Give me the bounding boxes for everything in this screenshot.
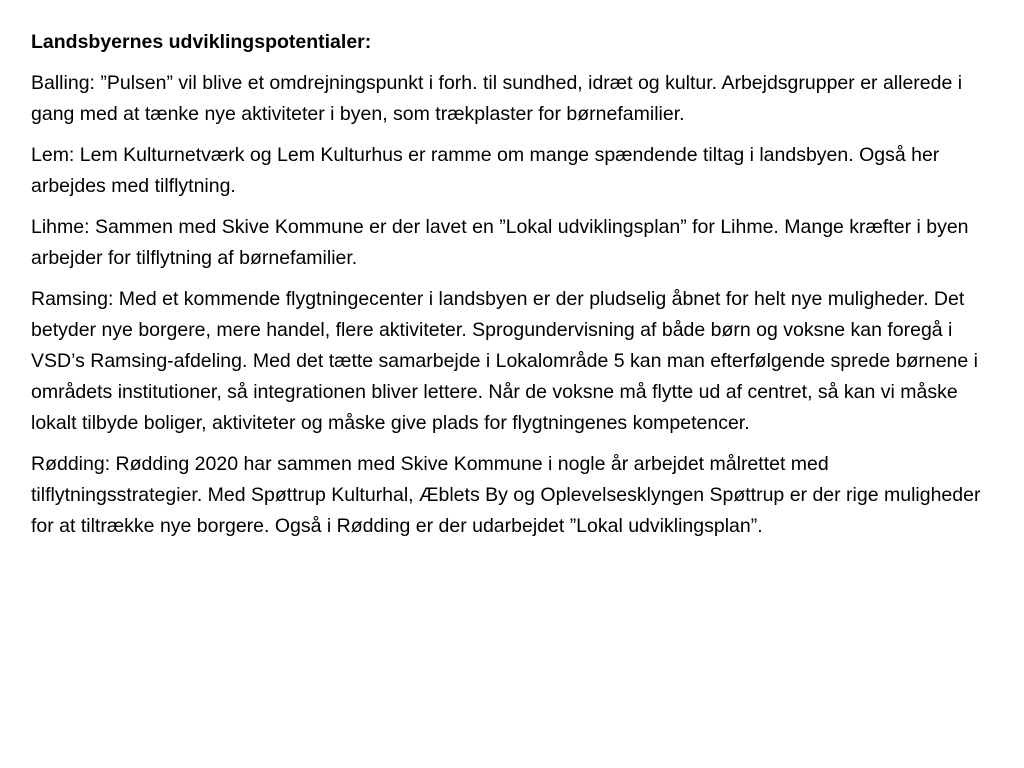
paragraph-roedding: Rødding: Rødding 2020 har sammen med Skive Kommune i nogle år arbejdet målrettet med tilflytningsstrategier. Med Spøttrup Kulturhal, Æblets By og Oplevelsesklyngen Spøttrup er der rige muligheder for at tiltrække nye borgere. Også i Rødding er der udarbejdet ”Lokal udviklingsplan”.: [31, 453, 981, 537]
slide-heading: Landsbyernes udviklingspotentialer:: [31, 31, 372, 53]
paragraph-balling: Balling: ”Pulsen” vil blive et omdrejningspunkt i forh. til sundhed, idræt og kultur. Arbejdsgrupper er allerede i gang med at tænke nye aktiviteter i byen, som trækplaster for børnefamilier.: [31, 72, 963, 125]
paragraph-lem: Lem: Lem Kulturnetværk og Lem Kulturhus er ramme om mange spændende tiltag i landsbyen. Også her arbejdes med tilflytning.: [31, 144, 940, 197]
paragraph-ramsing: Ramsing: Med et kommende flygtningecenter i landsbyen er der pludselig åbnet for helt nye muligheder. Det betyder nye borgere, mere handel, flere aktiviteter. Sprogundervisning af både børn og voksne kan foregå i VSD’s Ramsing-afdeling. Med det tætte samarbejde i Lokalområde 5 kan man efterfølgende sprede børnene i områdets institutioner, så integrationen bliver lettere. Når de voksne må flytte ud af centret, så kan vi måske lokalt tilbyde boliger, aktiviteter og måske give plads for flygtningenes kompetencer.: [31, 288, 978, 434]
paragraph-lihme: Lihme: Sammen med Skive Kommune er der lavet en ”Lokal udviklingsplan” for Lihme. Mange kræfter i byen arbejder for tilflytning af børnefamilier.: [31, 216, 969, 269]
